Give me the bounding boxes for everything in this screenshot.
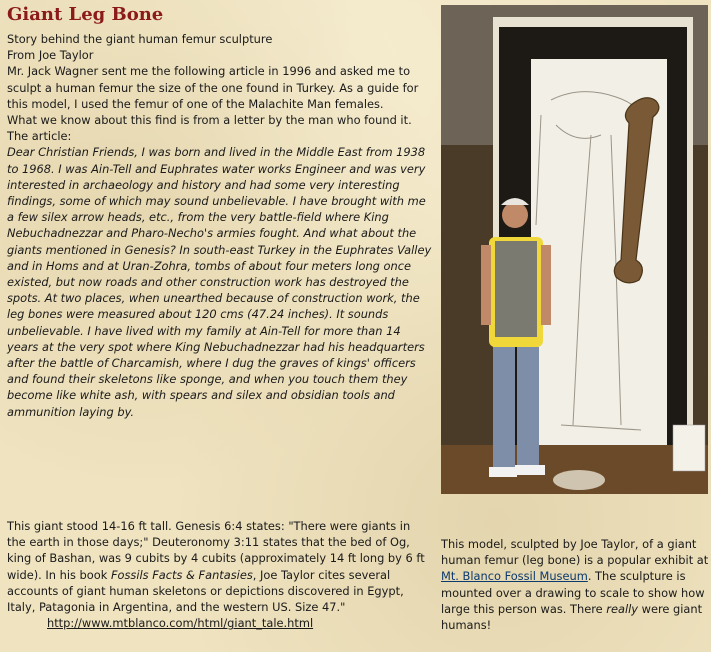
caption-emphasis: really xyxy=(606,601,639,616)
femur-photo xyxy=(441,5,708,494)
article-label: The article: xyxy=(7,129,72,144)
museum-link[interactable]: Mt. Blanco Fossil Museum xyxy=(441,569,588,584)
photo-caption xyxy=(441,536,709,633)
intro-paragraph: Mr. Jack Wagner sent me the following article in 1996 and asked me to sculpt a human femur the size of the one found in Turkey. As a guide for this model, I used the femur of one of the Malachite Man females. xyxy=(7,64,419,111)
giant-summary xyxy=(7,518,432,631)
article-column xyxy=(7,31,432,420)
caption-text-3: were giant humans! xyxy=(441,601,703,633)
caption-text-2: . The sculpture is mounted over a drawing to scale to show how large this person was. There xyxy=(441,569,705,616)
letter-text: Dear Christian Friends, I was born and lived in the Middle East from 1938 to 1968. I was Ain-Tell and Euphrates water works Engineer and was very interested in archaeology and history and had some very interesting findings, some of which may sound unbelievable. I have brought with me a few silex arrow heads, etc., from the very battle-field where King Nebuchadnezzar and Pharo-Necho's armies fought. And what about the giants mentioned in Genesis? In south-east Turkey in the Euphrates Valley and in Homs and at Uran-Zohra, tombs of about four meters long once existed, but now roads and other construction work has destroyed the spots. At two places, when unearthed because of construction work, the leg bones were measured about 120 cms (47.24 inches). It sounds unbelievable. I have lived with my family at Ain-Tell for more than 14 years at the very spot where King Nebuchadnezzar had his headquarters after the battle of Charcamish, where I dug the graves of kings' officers and found their skeletons like sponge, and when you touch them they become like white ash, with spears and silex and obsidian tools and ammunition laying by. xyxy=(7,145,432,419)
source-url-link[interactable]: http://www.mtblanco.com/html/giant_tale.html xyxy=(47,616,314,631)
caption-text-1: This model, sculpted by Joe Taylor, of a giant human femur (leg bone) is a popular exhibit at xyxy=(441,537,709,568)
summary-text-2: , Joe Taylor cites several accounts of giant human skeletons or depictions discovered in Egypt, Italy, Patagonia in Argentina, and the western US. Size 47." xyxy=(7,567,404,615)
source-paragraph: What we know about this find is from a letter by the man who found it. xyxy=(7,113,412,128)
page-title: Giant Leg Bone xyxy=(7,4,164,25)
book-title: Fossils Facts & Fantasies xyxy=(110,567,253,582)
author-line: From Joe Taylor xyxy=(7,48,94,63)
summary-text-1: This giant stood 14-16 ft tall. Genesis 6:4 states: "There were giants in the earth in those days;" Deuteronomy 3:11 states that the bed of Og, king of Bashan, was 9 cubits by 4 cubits (approximately 14 ft long by 6 ft wide). In his book xyxy=(7,519,425,582)
subtitle: Story behind the giant human femur sculpture xyxy=(7,32,273,46)
femur-photo-icon xyxy=(441,5,708,494)
